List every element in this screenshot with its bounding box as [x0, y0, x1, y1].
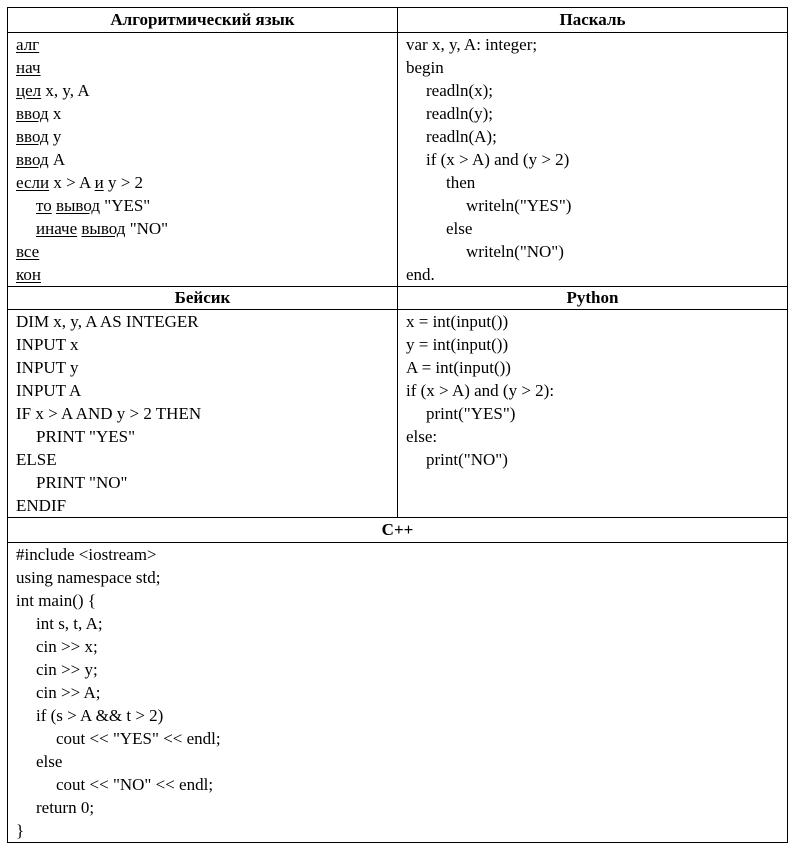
pascal-line: begin — [406, 58, 444, 77]
alg-code-cell — [8, 33, 398, 287]
cpp-line: return 0; — [36, 798, 95, 817]
alg-line — [16, 79, 389, 102]
code-row-3 — [8, 543, 788, 843]
cpp-line: cin >> x; — [36, 637, 98, 656]
alg-keyword: если — [16, 173, 50, 192]
pascal-line: readln(y); — [426, 104, 494, 123]
python-line: x = int(input()) — [406, 312, 509, 331]
alg-line — [16, 263, 389, 286]
alg-keyword: все — [16, 242, 40, 261]
header-cpp: C++ — [8, 518, 788, 543]
alg-keyword: цел — [16, 81, 42, 100]
pascal-line: readln(x); — [426, 81, 494, 100]
basic-line: DIM x, y, A AS INTEGER — [16, 312, 199, 331]
code-row-1 — [8, 33, 788, 287]
cpp-line: cin >> A; — [36, 683, 101, 702]
code-comparison-table — [7, 7, 788, 843]
header-row-1 — [8, 8, 788, 33]
header-python: Python — [398, 287, 788, 310]
cpp-line: int main() { — [16, 591, 96, 610]
basic-code-cell — [8, 310, 398, 518]
header-row-2 — [8, 287, 788, 310]
pascal-line: then — [446, 173, 476, 192]
alg-keyword: ввод — [16, 127, 49, 146]
alg-text: x > A — [49, 173, 95, 192]
basic-line: INPUT x — [16, 335, 79, 354]
pascal-line: else — [446, 219, 473, 238]
pascal-line: end. — [406, 265, 435, 284]
basic-line: PRINT "YES" — [36, 427, 136, 446]
header-alg: Алгоритмический язык — [8, 8, 398, 33]
cpp-line: cout << "NO" << endl; — [56, 775, 214, 794]
alg-keyword: иначе — [36, 219, 78, 238]
pascal-line: if (x > A) and (y > 2) — [426, 150, 570, 169]
alg-keyword: то — [36, 196, 52, 215]
header-pascal: Паскаль — [398, 8, 788, 33]
pascal-line: var x, y, A: integer; — [406, 35, 538, 54]
code-row-2 — [8, 310, 788, 518]
pascal-line: readln(A); — [426, 127, 497, 146]
alg-keyword: и — [94, 173, 104, 192]
alg-text: "NO" — [125, 219, 169, 238]
alg-keyword: нач — [16, 58, 41, 77]
alg-keyword: вывод — [81, 219, 126, 238]
cpp-line: cout << "YES" << endl; — [56, 729, 221, 748]
basic-line: ELSE — [16, 450, 57, 469]
alg-keyword: ввод — [16, 104, 49, 123]
alg-line — [16, 194, 389, 217]
python-line: A = int(input()) — [406, 358, 511, 377]
cpp-code-cell — [8, 543, 788, 843]
alg-text: "YES" — [100, 196, 151, 215]
cpp-line: int s, t, A; — [36, 614, 103, 633]
basic-line: PRINT "NO" — [36, 473, 128, 492]
cpp-line: else — [36, 752, 63, 771]
alg-line — [16, 240, 389, 263]
alg-line — [16, 125, 389, 148]
alg-keyword: ввод — [16, 150, 49, 169]
python-code-cell — [398, 310, 788, 518]
alg-keyword: кон — [16, 265, 41, 284]
cpp-line: #include <iostream> — [16, 545, 157, 564]
alg-line — [16, 148, 389, 171]
python-line: print("YES") — [426, 404, 516, 423]
alg-line — [16, 102, 389, 125]
header-row-3 — [8, 518, 788, 543]
cpp-line: using namespace std; — [16, 568, 161, 587]
basic-line: ENDIF — [16, 496, 67, 515]
alg-text: y > 2 — [103, 173, 144, 192]
cpp-line: if (s > A && t > 2) — [36, 706, 164, 725]
alg-text: y — [48, 127, 62, 146]
pascal-line: writeln("NO") — [466, 242, 564, 261]
alg-line — [16, 33, 389, 56]
pascal-line: writeln("YES") — [466, 196, 572, 215]
alg-text: x — [48, 104, 62, 123]
alg-line — [16, 217, 389, 240]
pascal-code-cell — [398, 33, 788, 287]
basic-line: INPUT y — [16, 358, 79, 377]
python-line: print("NO") — [426, 450, 508, 469]
alg-text: A — [48, 150, 66, 169]
alg-keyword: алг — [16, 35, 40, 54]
python-line: y = int(input()) — [406, 335, 509, 354]
alg-keyword: вывод — [55, 196, 100, 215]
python-line: else: — [406, 427, 438, 446]
python-line: if (x > A) and (y > 2): — [406, 381, 555, 400]
basic-line: IF x > A AND y > 2 THEN — [16, 404, 202, 423]
cpp-line: } — [16, 821, 25, 840]
alg-line — [16, 56, 389, 79]
cpp-line: cin >> y; — [36, 660, 98, 679]
alg-line — [16, 171, 389, 194]
basic-line: INPUT A — [16, 381, 82, 400]
header-basic: Бейсик — [8, 287, 398, 310]
alg-text: x, y, A — [41, 81, 90, 100]
